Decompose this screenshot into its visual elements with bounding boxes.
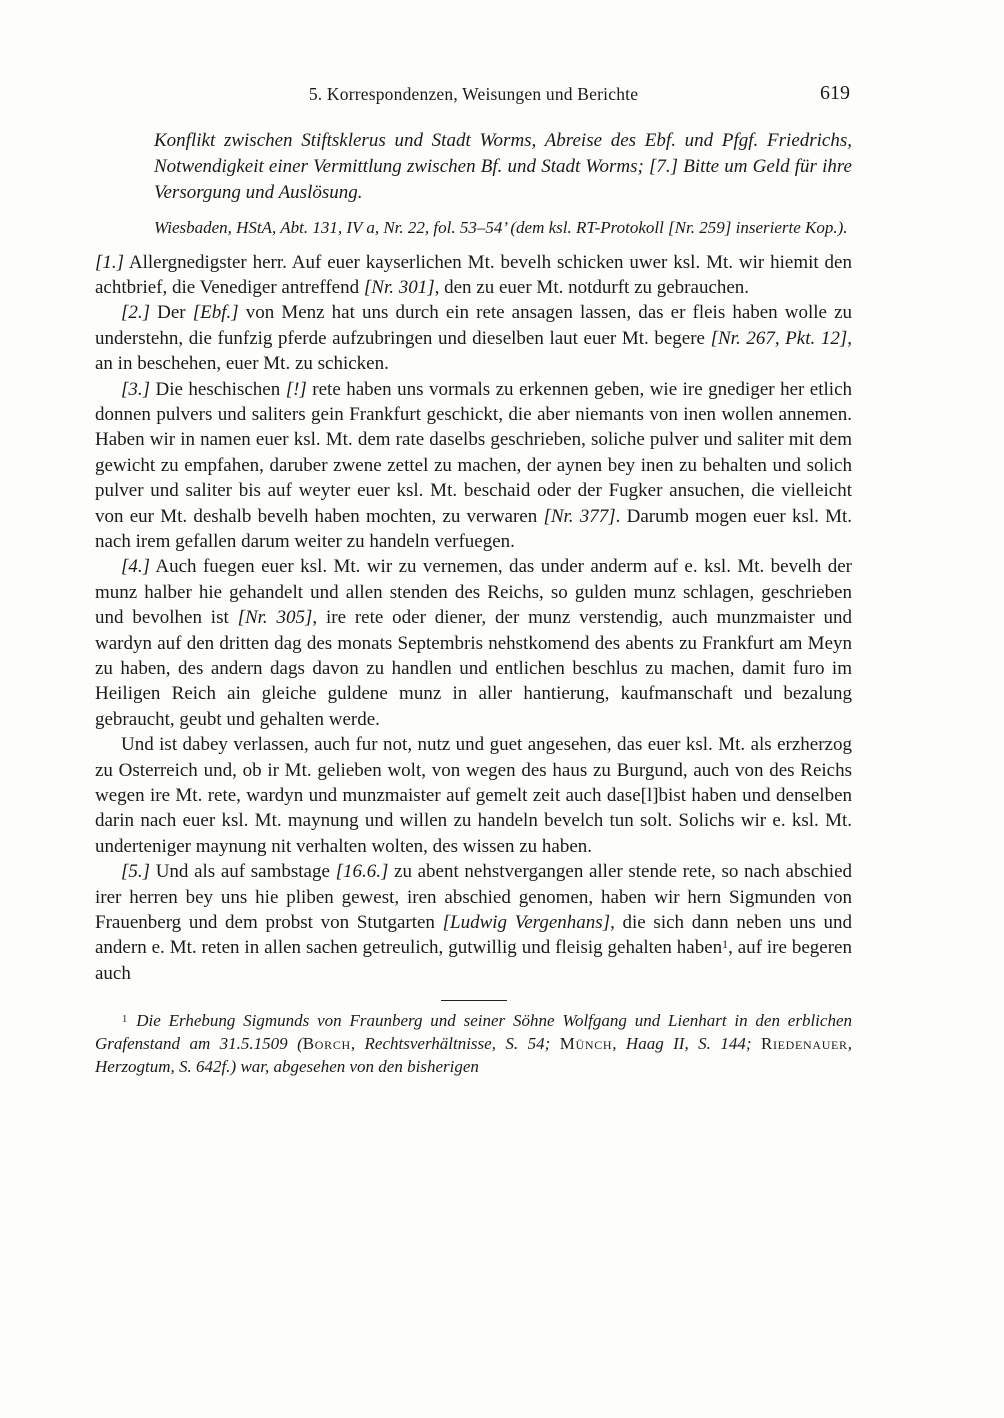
text-segment: [16.6.] [335,861,389,883]
text-segment: Borch [302,1034,351,1054]
page-content [95,84,852,1078]
text-segment: [Nr. 305] [237,607,313,629]
paragraph [95,859,852,986]
paragraph [95,732,852,859]
text-segment: , ire rete oder diener, der munz verstendig, auch munzmaister und wardyn auf den dritten dag des monats Septembris nehstkomend des abents zu Frankfurt am Meyn zu haben, des andern dags davon zu handlen und entlichen beschlus zu machen, damit furo im Heiligen Reich ain gleiche guldene munz in aller hantierung, kaufmanschaft und bezalung gebraucht, geubt und gehalten werde. [95,607,852,730]
page-header [95,84,852,108]
text-segment: [Ebf.] [192,302,239,324]
text-segment: , Haag II, S. 144; [612,1034,761,1054]
text-segment: [Nr. 377] [543,505,616,527]
paragraph [95,554,852,732]
footnote [95,1009,852,1078]
summary-block: Konflikt zwischen Stiftsklerus und Stadt Worms, Abreise des Ebf. und Pfgf. Friedrichs, Notwendigkeit einer Vermittlung zwischen Bf. und Stadt Worms; [7.] Bitte um Geld für ihre Versorgung und Auslösung. [154,130,852,203]
footnote-marker: 1 [722,938,729,952]
running-title: 5. Korrespondenzen, Weisungen und Berichte [308,84,639,104]
text-segment: [Nr. 301] [363,276,435,298]
footnote-text [95,1009,852,1078]
text-segment: Und als auf sambstage [150,861,336,883]
page-number: 619 [820,82,850,104]
text-segment: rete haben uns vormals zu erkennen geben, wie ire gnediger her etlich donnen pulvers und saliters gein Frankfurt geschickt, die aber niemants von inen wollen annemen. Haben wir in namen euer ksl. Mt. dem rate daselbs geschrieben, soliche pulver und saliter mit dem gewicht zu empfahen, daruber zwene zettel zu machen, der aynen bey inen zu behalten und solich pulver und saliter bis auf weyter euer ksl. Mt. beschaid oder der Fugker ansuchen, die vielleicht von eur Mt. deshalb bevelh haben mochten, zu verwaren [95,378,853,527]
body-text [95,250,852,987]
text-segment: , die sich dann neben uns und andern e. Mt. reten in allen sachen getreulich, gutwillig und fleisig gehalten haben [95,912,852,959]
text-segment: [Ludwig Vergenhans] [442,912,611,934]
paragraph [95,300,852,376]
text-segment: [3.] [121,378,151,400]
text-segment: [5.] [121,861,151,883]
paragraph [95,377,852,555]
paragraph [95,250,852,301]
text-segment: zu abent nehstvergangen aller stende rete, so nach abschied irer herren bey uns hie pliben gewest, iren abschied genomen, haben wir hern Sigmunden von Frauenberg und dem probst von Stutgarten [95,861,853,934]
text-segment: , an in beschehen, euer Mt. zu schicken. [95,327,852,375]
text-segment: , auf ire begeren auch [95,937,852,984]
text-segment: [1.] [95,251,125,273]
text-segment: , den zu euer Mt. notdurft zu gebrauchen. [434,276,750,298]
text-segment: [!] [285,378,307,400]
text-segment: , Herzogtum, S. 642f.) war, abgesehen von den bisherigen [95,1034,852,1077]
text-segment: [2.] [121,302,151,324]
source-citation-block: Wiesbaden, HStA, Abt. 131, IV a, Nr. 22, fol. 53–54’ (dem ksl. RT-Protokoll [Nr. 259] inserierte Kop.). [154,218,848,237]
footnote-separator [441,1000,507,1001]
footnote-marker: 1 [122,1013,128,1025]
text-segment: Die heschischen [150,378,286,400]
text-segment: . Darumb mogen euer ksl. Mt. nach irem gefallen darum weiter zu handeln verfuegen. [95,505,853,552]
text-segment: von Menz hat uns durch ein rete ansagen lassen, das er fleis haben wolle zu understehn, die funfzig pferde aufzubringen und dieselben laut euer Mt. begere [95,302,853,349]
text-segment: Allergnedigster herr. Auf euer kayserlichen Mt. bevelh schicken uwer ksl. Mt. wir hiemit den achtbrief, die Venediger antreffend [95,251,852,298]
text-segment: Auch fuegen euer ksl. Mt. wir zu vernemen, das under anderm auf e. ksl. Mt. bevelh der munz halber hie gehandelt und allen stenden des Reichs, so gulden munz schlagen, geschrieben und bevolhen ist [95,556,852,629]
text-segment: Der [150,302,193,324]
text-segment: Riedenauer [760,1034,848,1054]
text-segment: , Rechtsverhältnisse, S. 54; [350,1034,560,1054]
text-segment: Die Erhebung Sigmunds von Fraunberg und seiner Söhne Wolfgang und Lienhart in den erblichen Grafenstand am 31.5.1509 ( [95,1011,852,1054]
text-segment: [4.] [121,556,151,578]
text-segment: Und ist dabey verlassen, auch fur not, nutz und guet angesehen, das euer ksl. Mt. als erzherzog zu Osterreich und, ob ir Mt. gelieben wolt, von wegen des haus zu Burgund, auch von des Reichs wegen ire Mt. rete, wardyn und munzmaister auf gemelt zeit auch dase[l]bist haben und denselben darin nach euer ksl. Mt. maynung und willen zu handeln bevelch tun solt. Solichs wir e. ksl. Mt. underteniger maynung nit verhalten wolten, des wissen zu haben. [95,734,852,857]
text-segment: [Nr. 267, Pkt. 12] [710,327,848,349]
text-segment: Münch [559,1034,613,1054]
